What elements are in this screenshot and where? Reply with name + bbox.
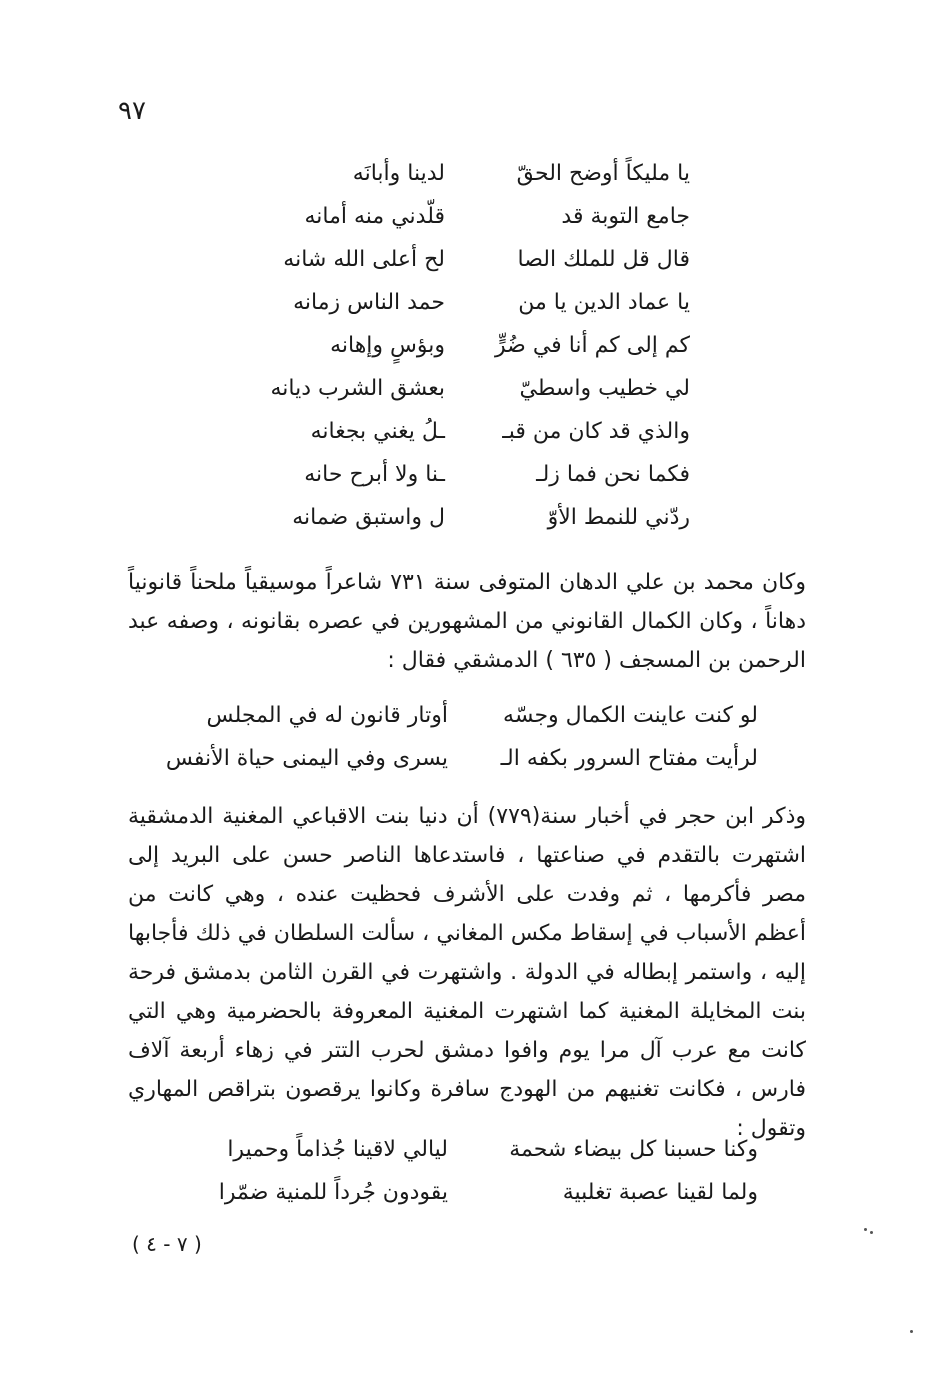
hemistich-left: بعشق الشرب ديانه: [270, 376, 445, 401]
hemistich-right: قال قل للملك الصا: [517, 247, 690, 272]
hemistich-left: يسرى وفي اليمنى حياة الأنفس: [165, 746, 448, 771]
hemistich-right: لرأيت مفتاح السرور بكفه الـ: [500, 746, 758, 771]
paragraph-2: وذكر ابن حجر في أخبار سنة(٧٧٩) أن دنيا بنت الاقباعي المغنية الدمشقية اشتهرت بالتقدم في صناعتها ، فاستدعاها الناصر حسن على البريد إلى مصر فأكرمها ، ثم وفدت على الأشرف فحظيت عنده ، وهي كانت من أعظم الأسباب في إسقاط مكس المغاني ، سألت السلطان في ذلك فأجابها إليه ، واستمر إبطاله في الدولة . واشتهرت في القرن الثامن بدمشق فرحة بنت المخايلة المغنية كما اشتهرت المغنية المعروفة بالحضرمية وهي التي كانت مع عرب آل مرا يوم وافوا دمشق لحرب التتر في زهاء أربعة آلاف فارس ، فكانت تغنيهم من الهودج سافرة وكانوا يرقصون بتراقص المهاري وتقول :: [128, 804, 806, 1141]
hemistich-right: والذي قد كان من قبـ: [502, 419, 690, 444]
poem-1-line: [230, 195, 690, 238]
poem-1-line: [230, 367, 690, 410]
page-number: ٩٧: [118, 96, 146, 126]
hemistich-right: فكما نحن فما زلـ: [536, 462, 690, 487]
hemistich-left: ليالي لاقينا جُذاماً وحميرا: [227, 1137, 448, 1162]
hemistich-left: ـلُ يغني بجغانه: [310, 419, 445, 444]
poem-2-line: [165, 737, 758, 780]
hemistich-left: ـنا ولا أبرح حانه: [304, 462, 445, 487]
hemistich-left: أوتار قانون له في المجلس: [206, 703, 448, 728]
poem-1-line: [230, 324, 690, 367]
poem-2: [165, 694, 758, 780]
hemistich-left: ل واستبق ضمانه: [292, 505, 445, 530]
hemistich-right: ردّني للنمط الأوّ: [547, 505, 690, 530]
hemistich-left: لدينا وأبانَه: [352, 161, 445, 186]
hemistich-right: جامع التوبة قد: [561, 204, 690, 229]
print-speck: [910, 1330, 913, 1333]
hemistich-left: حمد الناس زمانه: [293, 290, 445, 315]
poem-1-line: [230, 238, 690, 281]
hemistich-right: لو كنت عاينت الكمال وجسّه: [503, 703, 758, 728]
hemistich-right: يا عماد الدين يا من: [518, 290, 690, 315]
hemistich-left: قلّدني منه أمانه: [304, 204, 445, 229]
hemistich-left: لح أعلى الله شانه: [283, 247, 445, 272]
hemistich-left: يقودون جُرداً للمنية ضمّرا: [218, 1180, 448, 1205]
hemistich-right: لي خطيب واسطيّ: [519, 376, 690, 401]
print-speck: [864, 1228, 867, 1231]
print-speck: [870, 1231, 873, 1234]
hemistich-left: وبؤسٍ وإهانه: [330, 333, 445, 358]
poem-2-line: [168, 694, 758, 737]
poem-1-line: [230, 281, 690, 324]
poem-1-line: [230, 152, 690, 195]
paragraph-1: وكان محمد بن علي الدهان المتوفى سنة ٧٣١ شاعراً موسيقياً ملحناً قانونياً دهاناً ، وكان الكمال القانوني من المشهورين في عصره بقانونه ، وصفه عبد الرحمن بن المسجف ( ٦٣٥ ) الدمشقي فقال :: [128, 570, 806, 673]
poem-3-line: [168, 1171, 758, 1214]
poem-3: [168, 1128, 758, 1214]
poem-1-line: [230, 496, 690, 539]
poem-1-line: [230, 453, 690, 496]
hemistich-right: ولما لقينا عصبة تغلبية: [562, 1180, 758, 1205]
poem-1: [230, 152, 690, 539]
hemistich-right: وكنا حسبنا كل بيضاء شحمة: [509, 1137, 758, 1162]
signature-mark: ( ٧ - ٤ ): [132, 1232, 202, 1256]
hemistich-right: كم إلى كم أنا في ضُرٍّ: [495, 333, 690, 358]
poem-3-line: [168, 1128, 758, 1171]
poem-1-line: [230, 410, 690, 453]
hemistich-right: يا مليكاً أوضح الحقّ: [516, 161, 690, 186]
